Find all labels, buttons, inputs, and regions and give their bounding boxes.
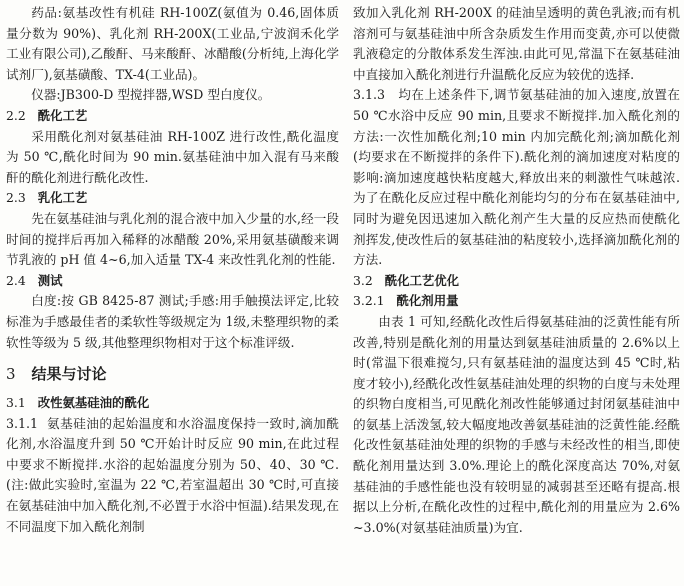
- section-2-2-heading: [6, 106, 339, 127]
- section-3-2-1-heading: [353, 291, 680, 312]
- subsection-number: 3.1.1: [6, 415, 39, 431]
- section-number: 3.2: [353, 272, 373, 288]
- section-3-1-3-paragraph: [353, 85, 680, 270]
- instruments-paragraph: 仪器:JB300-D 型搅拌器,WSD 型白度仪。: [31, 87, 271, 103]
- left-column: [6, 3, 339, 537]
- section-title: 乳化工艺: [37, 190, 88, 206]
- section-title: 酰化剂用量: [396, 293, 459, 309]
- acylating-agent-dosage-paragraph: 由表 1 可知,经酰化改性后得氨基硅油的泛黄性能有所改善,特别是酰化剂的用量达到氨基硅油质量的 2.6%以上时(常温下很难搅匀,只有氨基硅油的温度达到 45 ℃时,粘度才较小),经酰化改性氨基硅油处理的织物的白度与未处理的织物白度相当,可见酰化剂改性能够通过封闭氨基硅油中的氨基上活泼氢,较大幅度地改善氨基硅油的泛黄性能.经酰化改性氨基硅油处理的织物的手感与未经改性的相当,即使酰化剂用量达到 3.0%.理论上的酰化深度高达 70%,对氨基硅油的手感性能也没有较明显的减弱甚至还略有提高.根据以上分析,在酰化改性的过程中,酰化剂的用量应为 2.6%~3.0%(对氨基硅油质量)为宜.: [353, 313, 680, 535]
- testing-paragraph: 白度:按 GB 8425-87 测试;手感:用手触摸法评定,比较标准为手感最佳者的柔软性等级规定为 1级,未整理织物的柔软性等级为 5 级,其他整理织物相对于这个标准评级.: [6, 293, 339, 350]
- subsection-number: 3.1.3: [353, 87, 386, 103]
- section-2-4-heading: [6, 271, 339, 292]
- section-3-2-heading: [353, 271, 680, 292]
- section-number: 2.2: [6, 107, 26, 123]
- section-title: 改性氨基硅油的酰化: [37, 395, 150, 411]
- acylation-process-paragraph: 采用酰化剂对氨基硅油 RH-100Z 进行改性,酰化温度为 50 ℃,酰化时间为 90 min.氨基硅油中加入混有马来酸酐的酰化剂进行酰化改性.: [6, 128, 339, 185]
- section-number: 3: [6, 365, 16, 384]
- section-3-1-1-paragraph: [6, 414, 339, 538]
- section-number: 3.1: [6, 395, 26, 411]
- section-3-heading: [6, 362, 339, 386]
- section-number: 2.3: [6, 190, 26, 206]
- section-title: 测试: [37, 272, 63, 288]
- section-title: 酰化工艺优化: [384, 272, 460, 288]
- section-2-3-heading: [6, 188, 339, 209]
- section-3-1-heading: [6, 393, 339, 414]
- right-column: [353, 3, 680, 538]
- section-number: 2.4: [6, 272, 26, 288]
- materials-paragraph: 药品:氨基改性有机硅 RH-100Z(氨值为 0.46,固体质量分数为 90%)、乳化剂 RH-200X(工业品,宁波润禾化学工业有限公司),乙酸酐、马来酸酐、冰醋酸(分析纯,上海化学试剂厂),氨基磺酸、TX-4(工业品)。: [6, 5, 339, 82]
- paragraph-text: 均在上述条件下,调节氨基硅油的加入速度,放置在 50 ℃水浴中反应 90 min,且要求不断搅拌.加入酰化剂的方法:一次性加酰化剂;10 min 内加完酰化剂;滴加酰化剂(均要求在不断搅拌的条件下).酰化剂的滴加速度对粘度的影响:滴加速度越快粘度越大,释放出来的刺激性气味越浓.为了在酰化反应过程中酰化剂能均匀的分布在氨基硅油中,同时为避免因迅速加入酰化剂产生大量的反应热而使酰化剂挥发,使改性后的氨基硅油的粘度较小,选择滴加酰化剂的方法.: [353, 87, 680, 268]
- paragraph-text: 氨基硅油的起始温度和水浴温度保持一致时,滴加酰化剂,水浴温度升到 50 ℃开始计时反应 90 min,在此过程中要求不断搅拌.水浴的起始温度分别为 50、40、30 ℃.(注:做此实验时,室温为 22 ℃,若室温超出 30 ℃时,可直接在氨基硅油中加入酰化剂,不必置于水浴中恒温).结果发现,在不同温度下加入酰化剂制: [6, 415, 339, 534]
- section-title: 结果与讨论: [31, 365, 107, 384]
- emulsification-paragraph: 先在氨基硅油与乳化剂的混合液中加入少量的水,经一段时间的搅拌后再加入稀释的冰醋酸 20%,采用氨基磺酸来调节乳液的 pH 值 4~6,加入适量 TX-4 来改性乳化剂的性能.: [6, 210, 339, 268]
- section-number: 3.2.1: [353, 293, 385, 309]
- continued-paragraph: 致加入乳化剂 RH-200X 的硅油呈透明的黄色乳液;而有机溶剂可与氨基硅油中所含杂质发生作用而变黄,亦可以使微乳液稳定的分散体系发生浑浊.由此可见,常温下在氨基硅油中直接加入酰化剂进行升温酰化反应为较优的选择.: [353, 5, 680, 82]
- section-title: 酰化工艺: [37, 107, 88, 123]
